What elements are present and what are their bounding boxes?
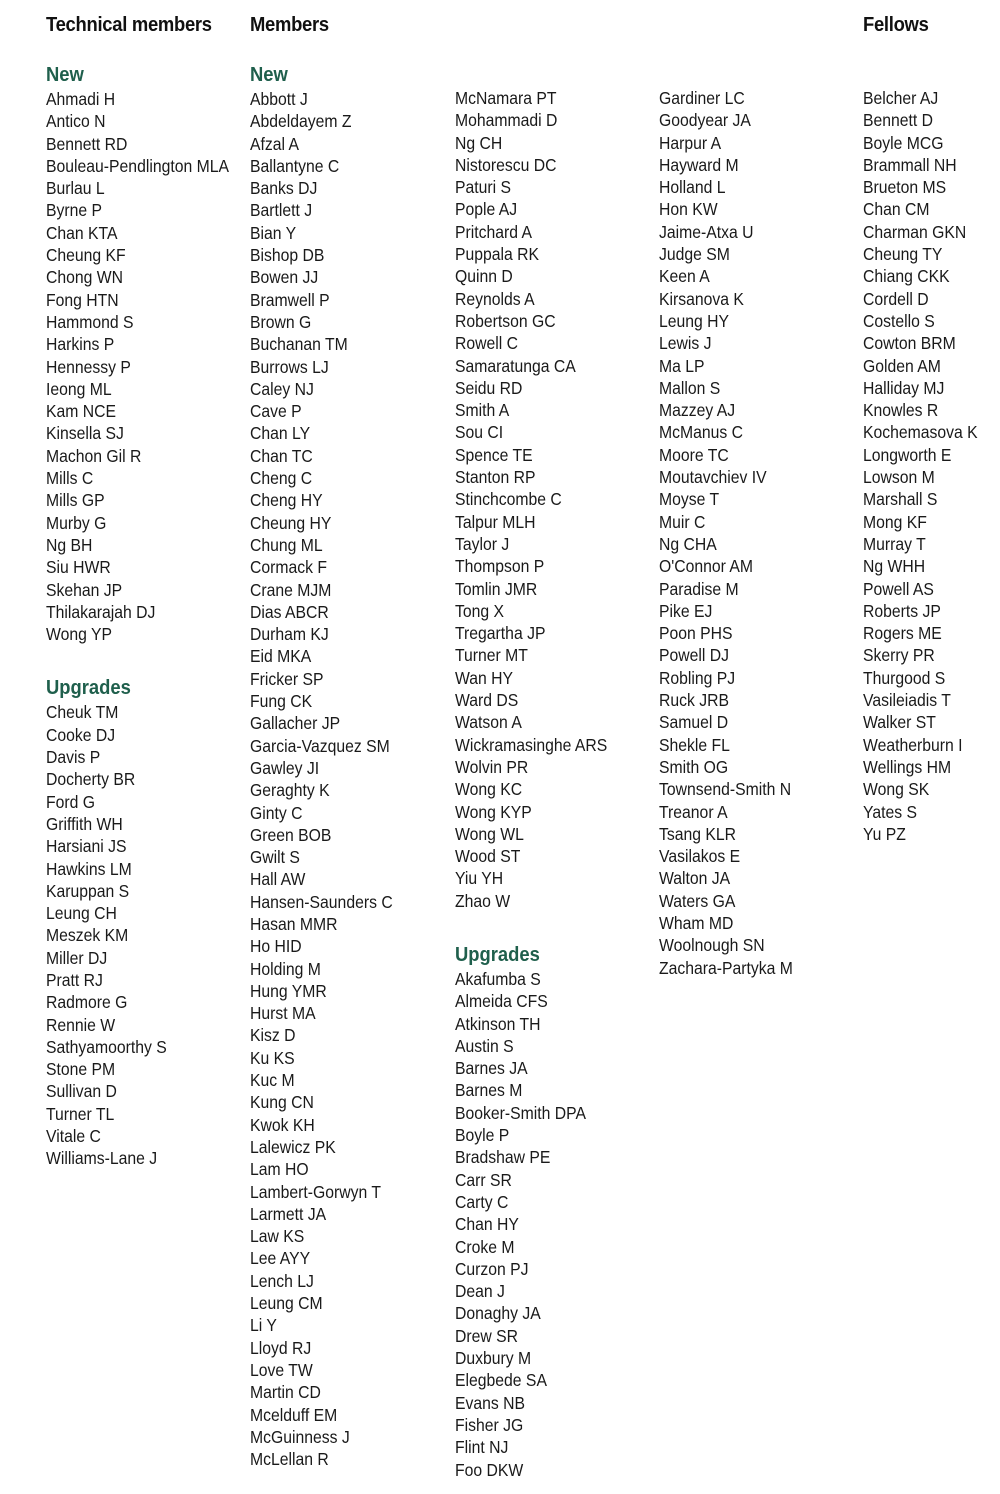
name-entry: Burrows LJ (250, 356, 329, 377)
name-entry: Poon PHS (659, 623, 733, 644)
name-entry: Gallacher JP (250, 713, 341, 734)
name-entry: Law KS (250, 1226, 305, 1247)
name-entry: Vasilakos E (659, 846, 741, 867)
name-entry: Paradise M (659, 578, 739, 599)
name-entry: Fisher JG (455, 1414, 524, 1435)
name-entry: Bowen JJ (250, 267, 319, 288)
name-entry: Costello S (863, 310, 935, 331)
name-entry: Docherty BR (46, 769, 136, 790)
name-entry: Burlau L (46, 178, 105, 199)
name-entry: Belcher AJ (863, 88, 939, 108)
name-entry: Paturi S (455, 177, 512, 198)
name-entry: Powell AS (863, 578, 934, 599)
name-entry: Moyse T (659, 489, 720, 510)
name-entry: Pople AJ (455, 199, 518, 220)
name-entry: Smith A (455, 400, 510, 421)
name-entry: Fong HTN (46, 289, 119, 310)
name-entry: Wong YP (46, 624, 112, 645)
name-entry: Judge SM (659, 244, 730, 265)
name-entry: Kochemasova K (863, 422, 978, 443)
name-entry: Williams-Lane J (46, 1148, 158, 1169)
name-entry: Carr SR (455, 1169, 512, 1190)
name-entry: Mcelduff EM (250, 1404, 338, 1425)
name-entry: Durham KJ (250, 624, 329, 645)
name-entry: Robertson GC (455, 310, 556, 331)
name-entry: Zachara-Partyka M (659, 957, 793, 978)
name-entry: Lambert-Gorwyn T (250, 1181, 382, 1202)
name-entry: Ng CHA (659, 533, 717, 554)
name-entry: Waters GA (659, 890, 736, 911)
name-entry: Ford G (46, 791, 96, 812)
fellows-list (863, 87, 990, 845)
name-entry: Karuppan S (46, 880, 130, 901)
name-entry: Lewis J (659, 333, 712, 354)
name-entry: Bouleau-Pendlington MLA (46, 155, 230, 176)
name-entry: Hawkins LM (46, 858, 132, 879)
name-entry: Muir C (659, 511, 706, 532)
name-entry: Crane MJM (250, 579, 332, 600)
name-entry: Ginty C (250, 802, 303, 823)
name-entry: Afzal A (250, 133, 300, 154)
name-entry: Tomlin JMR (455, 578, 538, 599)
name-entry: Cave P (250, 401, 302, 422)
name-entry: Duxbury M (455, 1348, 532, 1369)
name-entry: Rowell C (455, 333, 519, 354)
name-entry: Flint NJ (455, 1437, 509, 1458)
name-entry: Tsang KLR (659, 823, 737, 844)
name-entry: Taylor J (455, 533, 510, 554)
name-entry: Wellings HM (863, 756, 952, 777)
members-list-3 (659, 87, 808, 979)
name-entry: Hon KW (659, 199, 718, 220)
name-entry: Curzon PJ (455, 1258, 529, 1279)
name-entry: Bramwell P (250, 289, 330, 310)
name-entry: Lee AYY (250, 1248, 311, 1269)
name-entry: Hurst MA (250, 1003, 316, 1024)
name-entry: Cormack F (250, 557, 328, 578)
name-entry: Ballantyne C (250, 155, 340, 176)
name-entry: Davis P (46, 747, 101, 768)
technical-upgrades-list (46, 701, 249, 1169)
name-entry: Reynolds A (455, 288, 535, 309)
name-entry: Hung YMR (250, 980, 327, 1001)
name-entry: Stanton RP (455, 467, 536, 488)
name-entry: Siu HWR (46, 557, 111, 578)
name-entry: Ng WHH (863, 556, 926, 577)
name-entry: Cheuk TM (46, 702, 119, 723)
name-entry: Dean J (455, 1281, 505, 1302)
name-entry: Holland L (659, 177, 726, 198)
name-entry: Hammond S (46, 311, 134, 332)
name-entry: Lam HO (250, 1159, 309, 1180)
name-entry: Chong WN (46, 267, 124, 288)
name-entry: Hennessy P (46, 356, 131, 377)
name-entry: Smith OG (659, 756, 729, 777)
name-entry: Puppala RK (455, 244, 540, 265)
name-entry: Ng BH (46, 534, 93, 555)
name-entry: Bian Y (250, 222, 297, 243)
name-entry: Chan HY (455, 1214, 519, 1235)
name-entry: Leung CM (250, 1293, 323, 1314)
name-entry: Eid MKA (250, 646, 312, 667)
name-entry: Byrne P (46, 200, 103, 221)
name-entry: Keen A (659, 266, 710, 287)
name-entry: Walker ST (863, 712, 936, 733)
name-entry: Abdeldayem Z (250, 111, 352, 132)
name-entry: Buchanan TM (250, 334, 348, 355)
technical-members-column (46, 62, 249, 1170)
name-entry: Banks DJ (250, 178, 318, 199)
name-entry: Walton JA (659, 868, 731, 889)
name-entry: Spence TE (455, 444, 533, 465)
name-entry: Kwok KH (250, 1114, 315, 1135)
name-entry: Miller DJ (46, 947, 108, 968)
name-entry: Boyle P (455, 1125, 510, 1146)
name-entry: Treanor A (659, 801, 728, 822)
members-header: Members (250, 14, 329, 36)
name-entry: Chan KTA (46, 222, 118, 243)
name-entry: Caley NJ (250, 378, 314, 399)
name-entry: Jaime-Atxa U (659, 221, 754, 242)
name-entry: Bennett RD (46, 133, 128, 154)
name-entry: Stinchcombe C (455, 489, 562, 510)
name-entry: Atkinson TH (455, 1013, 541, 1034)
name-entry: Roberts JP (863, 600, 941, 621)
name-entry: Mazzey AJ (659, 400, 736, 421)
name-entry: Yates S (863, 801, 917, 822)
name-entry: Kam NCE (46, 401, 117, 422)
name-entry: Rogers ME (863, 623, 942, 644)
name-entry: Goodyear JA (659, 110, 751, 131)
name-entry: Mallon S (659, 377, 721, 398)
name-entry: Holding M (250, 958, 321, 979)
name-entry: Harpur A (659, 132, 722, 153)
name-entry: Hall AW (250, 869, 306, 890)
name-entry: Fung CK (250, 691, 313, 712)
name-entry: Bradshaw PE (455, 1147, 551, 1168)
name-entry: Abbott J (250, 89, 308, 109)
fellows-header: Fellows (863, 14, 929, 36)
name-entry: Robling PJ (659, 667, 736, 688)
name-entry: Kuc M (250, 1070, 295, 1091)
name-entry: Li Y (250, 1315, 277, 1336)
name-entry: Boyle MCG (863, 132, 944, 153)
name-entry: Booker-Smith DPA (455, 1102, 587, 1123)
name-entry: Longworth E (863, 444, 952, 465)
name-entry: Mills C (46, 468, 94, 489)
name-entry: Pratt RJ (46, 969, 103, 990)
name-entry: Rennie W (46, 1014, 116, 1035)
name-entry: Wong KYP (455, 801, 532, 822)
name-entry: Halliday MJ (863, 377, 945, 398)
name-entry: Hasan MMR (250, 913, 338, 934)
name-entry: Golden AM (863, 355, 941, 376)
name-entry: Moore TC (659, 444, 729, 465)
name-entry: Lalewicz PK (250, 1136, 336, 1157)
name-entry: Cooke DJ (46, 724, 116, 745)
name-entry: Gardiner LC (659, 88, 745, 108)
name-entry: Cowton BRM (863, 333, 956, 354)
name-entry: Wong WL (455, 823, 524, 844)
name-entry: Weatherburn I (863, 734, 963, 755)
name-entry: Gwilt S (250, 847, 300, 868)
name-entry: Turner TL (46, 1103, 115, 1124)
name-entry: Seidu RD (455, 377, 523, 398)
name-entry: Murray T (863, 533, 926, 554)
name-entry: Zhao W (455, 890, 511, 911)
name-entry: Cheng C (250, 468, 313, 489)
name-entry: Yu PZ (863, 823, 906, 844)
name-entry: Townsend-Smith N (659, 779, 792, 800)
name-entry: Shekle FL (659, 734, 730, 755)
name-entry: Cheung HY (250, 512, 332, 533)
name-entry: Knowles R (863, 400, 939, 421)
name-entry: Kisz D (250, 1025, 296, 1046)
technical-members-header: Technical members (46, 14, 212, 36)
name-entry: Brown G (250, 311, 312, 332)
technical-upgrades-heading: Upgrades (46, 677, 131, 700)
name-entry: Mills GP (46, 490, 105, 511)
name-entry: Austin S (455, 1035, 514, 1056)
technical-new-list (46, 88, 249, 645)
name-entry: Wood ST (455, 846, 521, 867)
name-entry: Sathyamoorthy S (46, 1036, 167, 1057)
name-entry: Ruck JRB (659, 690, 730, 711)
name-entry: Tregartha JP (455, 623, 546, 644)
name-entry: Lloyd RJ (250, 1337, 312, 1358)
name-entry: Lench LJ (250, 1270, 314, 1291)
name-entry: Mong KF (863, 511, 927, 532)
name-entry: Harsiani JS (46, 836, 127, 857)
name-entry: Wolvin PR (455, 756, 529, 777)
name-entry: Larmett JA (250, 1203, 327, 1224)
fellows-column (863, 87, 990, 845)
name-entry: Meszek KM (46, 925, 129, 946)
name-entry: Moutavchiev IV (659, 467, 767, 488)
members-upgrades-list (455, 968, 624, 1481)
name-entry: Green BOB (250, 824, 332, 845)
name-entry: Nistorescu DC (455, 154, 557, 175)
name-entry: Vasileiadis T (863, 690, 951, 711)
name-entry: Quinn D (455, 266, 513, 287)
name-entry: Hayward M (659, 154, 739, 175)
name-entry: Wham MD (659, 912, 734, 933)
name-entry: Ieong ML (46, 378, 112, 399)
members-new-list-1 (250, 88, 409, 1470)
name-entry: Kirsanova K (659, 288, 744, 309)
name-entry: Love TW (250, 1359, 313, 1380)
name-entry: Barnes JA (455, 1058, 528, 1079)
name-entry: Wan HY (455, 667, 514, 688)
name-entry: Skerry PR (863, 645, 935, 666)
name-entry: Samaratunga CA (455, 355, 576, 376)
name-entry: Sou CI (455, 422, 504, 443)
name-entry: O'Connor AM (659, 556, 754, 577)
name-entry: Wong KC (455, 779, 523, 800)
name-entry: Kung CN (250, 1092, 314, 1113)
name-entry: Cheung KF (46, 245, 126, 266)
name-entry: Carty C (455, 1191, 509, 1212)
name-entry: Chan TC (250, 445, 313, 466)
name-entry: Croke M (455, 1236, 515, 1257)
name-entry: McManus C (659, 422, 744, 443)
name-entry: Almeida CFS (455, 991, 548, 1012)
name-entry: Charman GKN (863, 221, 967, 242)
name-entry: Tong X (455, 600, 505, 621)
members-column-2 (455, 87, 624, 1481)
name-entry: Antico N (46, 111, 106, 132)
name-entry: Harkins P (46, 334, 115, 355)
name-entry: Murby G (46, 512, 107, 533)
name-entry: Evans NB (455, 1392, 526, 1413)
name-entry: Chan LY (250, 423, 311, 444)
name-entry: Leung CH (46, 903, 117, 924)
name-entry: Leung HY (659, 310, 730, 331)
name-entry: Cheng HY (250, 490, 323, 511)
name-entry: Vitale C (46, 1126, 101, 1147)
name-entry: Donaghy JA (455, 1303, 541, 1324)
name-entry: Fricker SP (250, 668, 324, 689)
name-entry: Chan CM (863, 199, 930, 220)
name-entry: Radmore G (46, 992, 128, 1013)
name-entry: Brueton MS (863, 177, 947, 198)
name-entry: Wickramasinghe ARS (455, 734, 608, 755)
name-entry: Ma LP (659, 355, 705, 376)
members-column-3 (659, 87, 808, 979)
name-entry: Mohammadi D (455, 110, 558, 131)
name-entry: Wong SK (863, 779, 930, 800)
name-entry: Woolnough SN (659, 935, 765, 956)
name-entry: Drew SR (455, 1325, 519, 1346)
name-entry: Powell DJ (659, 645, 730, 666)
name-entry: Barnes M (455, 1080, 523, 1101)
name-entry: Samuel D (659, 712, 729, 733)
name-entry: Cheung TY (863, 244, 943, 265)
name-entry: Pritchard A (455, 221, 533, 242)
name-entry: Brammall NH (863, 154, 957, 175)
name-entry: Yiu YH (455, 868, 504, 889)
name-entry: Ku KS (250, 1047, 295, 1068)
name-entry: Turner MT (455, 645, 528, 666)
name-entry: Watson A (455, 712, 522, 733)
name-entry: Thompson P (455, 556, 545, 577)
name-entry: Garcia-Vazquez SM (250, 735, 390, 756)
members-column-1 (250, 62, 409, 1470)
members-new-heading: New (250, 64, 288, 86)
name-entry: Bennett D (863, 110, 934, 131)
name-entry: Ahmadi H (46, 89, 116, 109)
name-entry: Foo DKW (455, 1459, 524, 1480)
name-entry: Machon Gil R (46, 445, 142, 466)
name-entry: Ward DS (455, 690, 519, 711)
name-entry: McGuinness J (250, 1426, 350, 1447)
name-entry: Lowson M (863, 467, 935, 488)
name-entry: Akafumba S (455, 968, 541, 989)
name-entry: Dias ABCR (250, 601, 329, 622)
name-entry: Hansen-Saunders C (250, 891, 393, 912)
name-entry: Chiang CKK (863, 266, 950, 287)
name-entry: Geraghty K (250, 780, 330, 801)
name-entry: McLellan R (250, 1449, 329, 1470)
name-entry: Thilakarajah DJ (46, 601, 156, 622)
name-entry: Thurgood S (863, 667, 946, 688)
name-entry: Skehan JP (46, 579, 123, 600)
name-entry: Martin CD (250, 1382, 321, 1403)
name-entry: McNamara PT (455, 88, 557, 108)
name-entry: Kinsella SJ (46, 423, 124, 444)
name-entry: Bartlett J (250, 200, 313, 221)
name-entry: Talpur MLH (455, 511, 536, 532)
name-entry: Stone PM (46, 1059, 116, 1080)
members-upgrades-heading: Upgrades (455, 943, 540, 966)
name-entry: Sullivan D (46, 1081, 117, 1102)
name-entry: Elegbede SA (455, 1370, 547, 1391)
name-entry: Griffith WH (46, 813, 123, 834)
name-entry: Chung ML (250, 534, 323, 555)
name-entry: Bishop DB (250, 245, 325, 266)
name-entry: Marshall S (863, 489, 938, 510)
name-entry: Ng CH (455, 132, 503, 153)
name-entry: Gawley JI (250, 757, 320, 778)
name-entry: Pike EJ (659, 600, 713, 621)
name-entry: Ho HID (250, 936, 302, 957)
technical-new-heading: New (46, 64, 84, 86)
members-new-list-2 (455, 87, 624, 912)
name-entry: Cordell D (863, 288, 929, 309)
